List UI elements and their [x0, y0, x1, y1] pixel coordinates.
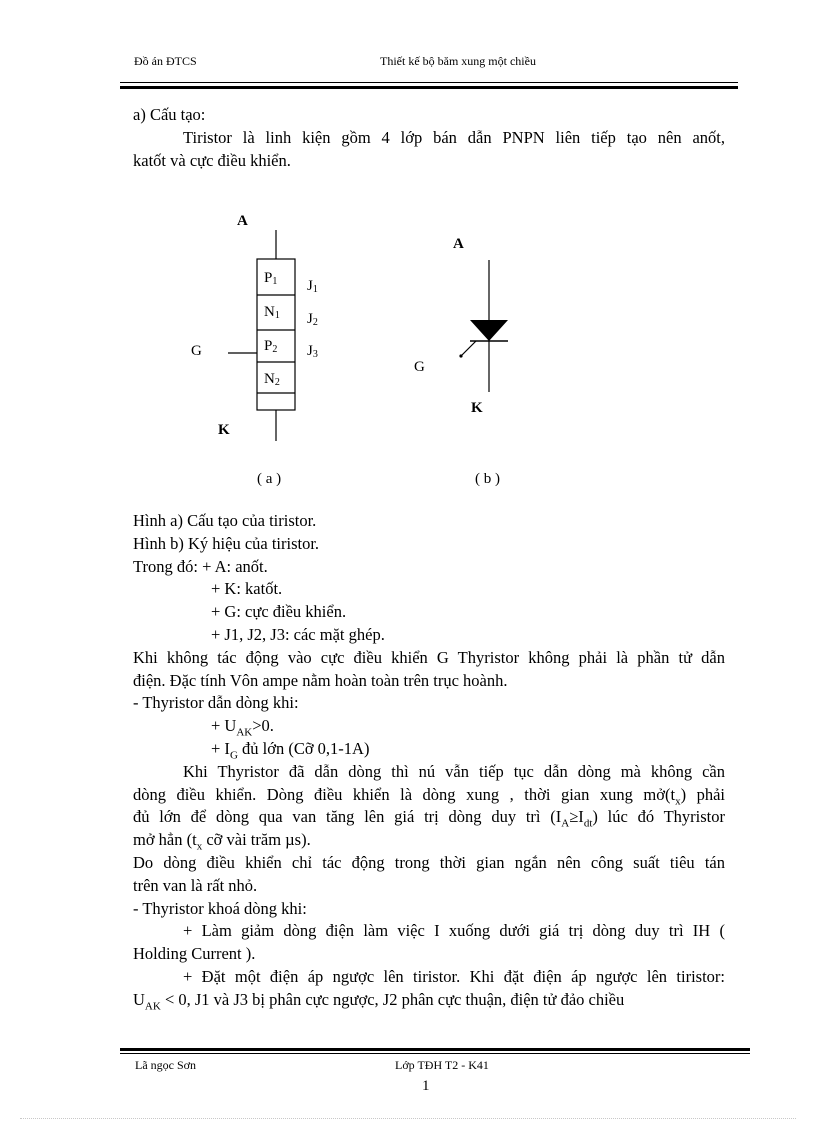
header-right: Thiết kế bộ băm xung một chiều	[380, 54, 536, 68]
conduct-cond-2: + $I_G$ đủ lớn (Cỡ 0,1-1A)	[211, 738, 370, 762]
footer-class: Lớp TĐH T2 - K41	[395, 1058, 489, 1072]
page-bottom-border	[20, 1118, 796, 1119]
figure-b-symbol	[414, 236, 508, 487]
conduct-heading: - Thyristor dẫn dòng khi:	[133, 693, 299, 713]
fig-a-caption: ( a )	[257, 471, 282, 487]
block-cond-2-line-2: $U_{AK} < 0$, J1 và J3 bị phân cực ngược, J2 phân cực thuận, điện tử đảo chiều	[133, 989, 625, 1013]
block-cond-1-line-2: Holding Current ).	[133, 944, 256, 964]
where-item-2: + K: katốt.	[211, 579, 283, 599]
fig-b-gate-label: G	[414, 359, 425, 375]
conduct-cond-1: + $U_{AK}>0$.	[211, 716, 274, 739]
p1-line-1: Khi không tác động vào cực điều khiển G Thyristor không phải là phần tử dẫn	[133, 647, 725, 667]
block-heading: - Thyristor khoá dòng khi:	[133, 898, 307, 918]
fig-b-gate-lead	[462, 341, 476, 355]
caption-fig-a: Hình a) Cấu tạo của tiristor.	[133, 511, 317, 530]
intro-line-1: Tiristor là linh kiện gồm 4 lớp bán dẫn PNPN liên tiếp tạo nên anốt,	[183, 127, 725, 147]
footer-rule-thick	[120, 1048, 750, 1051]
fig-b-diode-triangle	[470, 320, 508, 341]
fig-b-anode-label: A	[453, 236, 464, 252]
block-cond-1-line-1: + Làm giảm dòng điện làm việc I xuống dưới giá trị dòng duy trì IH (	[183, 921, 725, 941]
fig-b-cathode-label: K	[471, 400, 483, 416]
fig-b-caption: ( b )	[475, 471, 500, 487]
layer-n1: N1	[264, 304, 280, 321]
junction-j3: J3	[307, 343, 318, 360]
header-left: Đồ án ĐTCS	[134, 54, 197, 68]
fig-a-anode-label: A	[237, 213, 248, 229]
where-label: Trong đó:	[133, 556, 198, 576]
where-line	[133, 556, 725, 579]
figure-a-structure	[191, 213, 318, 487]
fig-a-cathode-label: K	[218, 422, 230, 438]
layer-p2: P2	[264, 338, 278, 355]
footer-author: Lã ngọc Sơn	[135, 1058, 197, 1072]
p2-line-4: mở hẳn ($t_x$ cỡ vài trăm µs).	[133, 830, 311, 853]
where-item-1: + A: anốt.	[202, 556, 268, 576]
p3-line-2: trên van là rất nhỏ.	[133, 875, 258, 895]
p1-line-2: điện. Đặc tính Vôn ampe nằm hoàn toàn trên trục hoành.	[133, 670, 508, 690]
fig-a-gate-label: G	[191, 343, 202, 359]
junction-j2: J2	[307, 311, 318, 328]
thyristor-figure	[0, 0, 816, 500]
caption-fig-b: Hình b) Ký hiệu của tiristor.	[133, 533, 320, 553]
layer-n2: N2	[264, 371, 280, 388]
p3-line-1: Do dòng điều khiển chỉ tác động trong thời gian ngắn nên công suất tiêu tán	[133, 852, 725, 872]
p2-line-2: dòng điều khiển. Dòng điều khiển là dòng xung , thời gian xung $mở(t_x)$ phải	[133, 784, 725, 807]
intro-line-2: katốt và cực điều khiển.	[133, 150, 291, 170]
where-item-4: + J1, J2, J3: các mặt ghép.	[211, 624, 385, 644]
layer-p1: P1	[264, 270, 278, 287]
page-number: 1	[422, 1078, 430, 1094]
p2-line-3: đủ lớn để dòng qua van tăng lên giá trị dòng duy trì $(I_A\ge I_{dt})$ lúc đó Thyristor	[133, 807, 725, 830]
p2-line-1: Khi Thyristor đã dẫn dòng thì nú vẫn tiếp tục dẫn dòng mà không cần	[183, 761, 725, 781]
body-block	[133, 510, 725, 1012]
footer-rule-thin	[120, 1053, 750, 1054]
junction-j1: J1	[307, 278, 318, 295]
section-heading: a) Cấu tạo:	[133, 105, 206, 124]
where-item-3: + G: cực điều khiển.	[211, 602, 347, 622]
block-cond-2-line-1: + Đặt một điện áp ngược lên tiristor. Khi đặt điện áp ngược lên tiristor:	[183, 966, 725, 986]
